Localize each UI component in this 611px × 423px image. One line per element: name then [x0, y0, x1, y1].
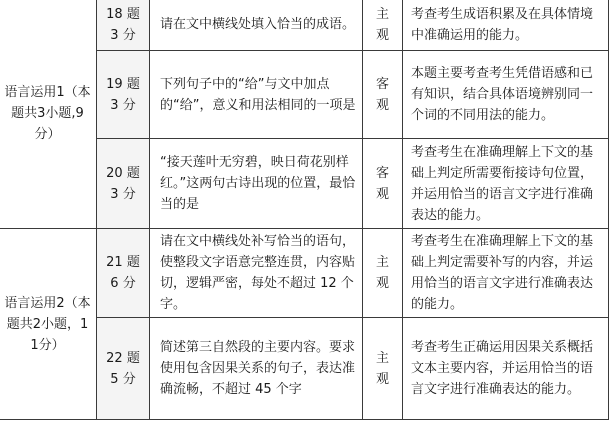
assessment-aim-cell: 考查考生在准确理解上下文的基础上判定所需要衔接诗句位置，并运用恰当的语言文字进行准确表达的能力。 — [403, 139, 609, 229]
question-number-cell — [97, 318, 150, 420]
task-cell: “接天莲叶无穷碧，映日荷花别样红。”这两句古诗出现的位置，最恰当的是 — [150, 139, 363, 229]
question-score: 3 分 — [110, 97, 136, 113]
question-number: 21 题 — [106, 255, 140, 270]
question-type-char-1: 客 — [375, 165, 389, 181]
table-row-q21 — [0, 229, 609, 318]
assessment-aim-cell: 本题主要考查考生凭借语感和已有知识，结合具体语境辨别同一个词的不同用法的能力。 — [403, 51, 609, 139]
assessment-aim-cell: 考查考生在准确理解上下文的基础上判定需要补写的内容，并运用恰当的语言文字进行准确表达的能力。 — [403, 229, 609, 318]
question-number: 22 题 — [106, 350, 140, 366]
question-type-cell — [363, 0, 403, 51]
task-cell: 请在文中横线处填入恰当的成语。 — [150, 0, 363, 51]
question-type-char-1: 主 — [375, 350, 389, 366]
question-score: 5 分 — [110, 371, 136, 387]
question-type-char-2: 观 — [375, 27, 389, 43]
question-type-char-1: 主 — [375, 255, 389, 270]
task-cell: 简述第三自然段的主要内容。要求使用包含因果关系的句子，表达准确流畅，不超过 45 个字 — [150, 318, 363, 420]
question-type-cell — [363, 229, 403, 318]
question-type-cell — [363, 51, 403, 139]
assessment-aim-cell: 考查考生正确运用因果关系概括文本主要内容，并运用恰当的语言文字进行准确表达的能力。 — [403, 318, 609, 420]
question-number-cell — [97, 0, 150, 51]
question-type-char-1: 客 — [375, 76, 389, 92]
question-type-char-2: 观 — [375, 276, 389, 291]
question-type-char-2: 观 — [375, 97, 389, 113]
question-number-cell — [97, 51, 150, 139]
question-type-cell — [363, 318, 403, 420]
question-score: 3 分 — [110, 186, 136, 202]
assessment-aim-cell: 考查考生成语积累及在具体情境中准确运用的能力。 — [403, 0, 609, 51]
table-row-q18 — [0, 0, 609, 51]
question-score: 3 分 — [110, 27, 136, 43]
question-type-cell — [363, 139, 403, 229]
question-type-char-2: 观 — [375, 186, 389, 202]
question-number: 18 题 — [106, 6, 140, 22]
category-cell-2: 语言运用2（本题共2小题，11分） — [0, 229, 97, 420]
question-number-cell — [97, 229, 150, 318]
question-type-char-1: 主 — [375, 6, 389, 22]
task-cell: 请在文中横线处补写恰当的语句，使整段文字语意完整连贯，内容贴切，逻辑严密，每处不超过 12 个字。 — [150, 229, 363, 318]
category-cell-1: 语言运用1（本题共3小题,9分） — [0, 0, 97, 229]
question-score: 6 分 — [110, 276, 136, 291]
question-number-cell — [97, 139, 150, 229]
question-number: 20 题 — [106, 165, 140, 181]
question-number: 19 题 — [106, 76, 140, 92]
question-type-char-2: 观 — [375, 371, 389, 387]
task-cell: 下列句子中的“给”与文中加点的“给”，意义和用法相同的一项是 — [150, 51, 363, 139]
